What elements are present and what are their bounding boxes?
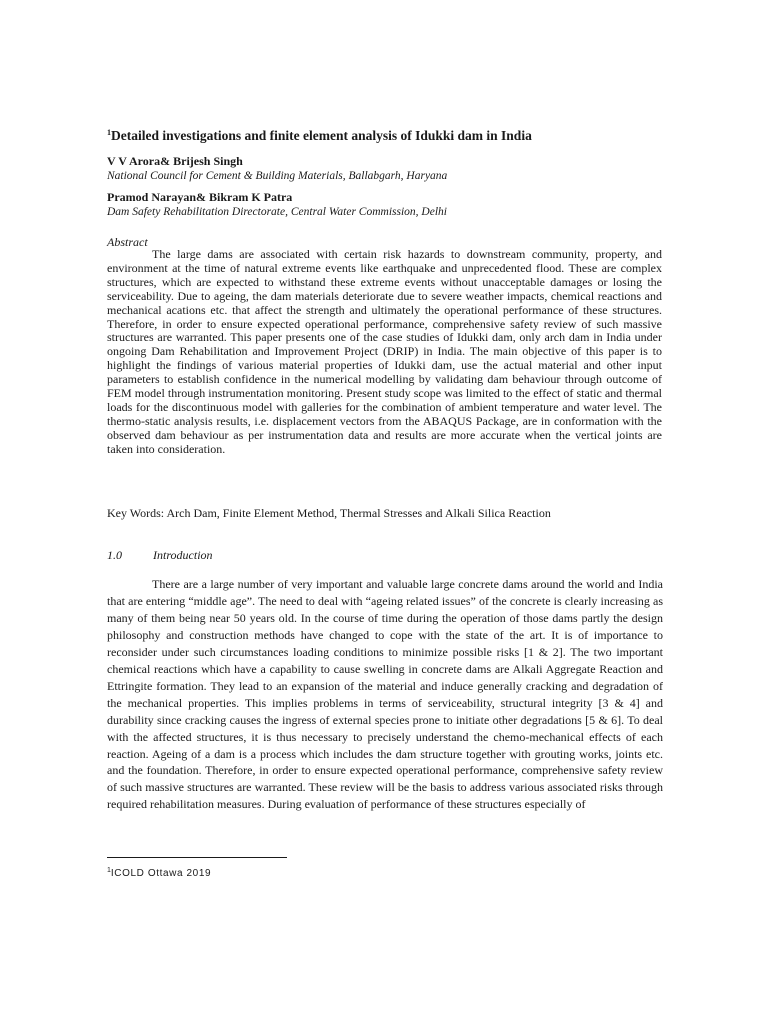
author-names-1: V V Arora& Brijesh Singh — [107, 154, 243, 168]
footnote-mark: 1 — [107, 867, 111, 874]
affiliation-2: Dam Safety Rehabilitation Directorate, Central Water Commission, Delhi — [107, 206, 447, 218]
paper-title — [107, 124, 667, 145]
section-number: 1.0 — [107, 548, 122, 562]
footnote-text: ICOLD Ottawa 2019 — [110, 868, 212, 879]
footnote-divider — [107, 857, 287, 858]
author-names-2: Pramod Narayan& Bikram K Patra — [107, 190, 293, 204]
abstract-body: The large dams are associated with certain risk hazards to downstream community, property, and environment at the time of natural extreme events like earthquake and unprecedented flood. These are complex structures, which are expected to withstand these extreme events without unacceptable damages or losing the serviceability. Due to ageing, the dam materials deteriorate due to severe weather impacts, chemical reactions and mechanical acations etc. that affect the strength and ultimately the operational performance of these structures. Therefore, in order to ensure expected operational performance, comprehensive safety review of such massive structures are warranted. This paper presents one of the case studies of Idukki dam, only arch dam in India under ongoing Dam Rehabilitation and Improvement Project (DRIP) in India. The main objective of this paper is to highlight the findings of various material properties of Idukki dam, use the actual material and other input parameters to establish confidence in the numerical modelling by validating dam behaviour through outcome of FEM model through instrumentation monitoring. Present study scope was limited to the effect of static and thermal loads for the discontinuous model with galleries for the combination of ambient temperature and water level. The thermo-static analysis results, i.e. displacement vectors from the ABAQUS Package, are in conformation with the observed dam behaviour as per instrumentation data and results are more accurate when the vertical joints are taken into consideration. — [107, 247, 662, 456]
title-footnote-mark: 1 — [107, 128, 111, 137]
affiliation-1: National Council for Cement & Building Materials, Ballabgarh, Haryana — [107, 170, 448, 182]
section-heading — [107, 548, 667, 563]
section-title: Introduction — [153, 548, 213, 562]
abstract-heading: Abstract — [107, 235, 148, 249]
footnote — [107, 864, 211, 881]
introduction-body: There are a large number of very important and valuable large concrete dams around the world and India that are entering “middle age”. The need to deal with “ageing related issues” of the concrete is clearly increasing as many of them being near 50 years old. In the course of time during the operation of those dams partly the design philosophy and construction methods have changed to cope with the state of the art. It is of importance to reconsider under such circumstances loading conditions to minimize possible risks [1 & 2]. The two important chemical reactions which have a capability to cause swelling in concrete dams are Alkali Aggregate Reaction and Ettringite formation. They lead to an expansion of the material and induce generally cracking and degradation of the mechanical properties. This implies problems in terms of serviceability, structural integrity [3 & 4] and durability since cracking causes the ingress of external species prone to initiate other degradations [5 & 6]. To deal with the affected structures, it is thus necessary to precisely understand the chemo-mechanical effects of each reaction. Ageing of a dam is a process which includes the dam structure together with grouting works, joints etc. and the foundation. Therefore, in order to ensure expected operational performance, comprehensive safety review of such massive structures are warranted. These review will be the basis to address various associated risks through required rehabilitation measures. During evaluation of performance of these structures especially of — [107, 577, 663, 812]
keywords: Key Words: Arch Dam, Finite Element Method, Thermal Stresses and Alkali Silica Reaction — [107, 506, 551, 520]
title-text: Detailed investigations and finite element analysis of Idukki dam in India — [111, 128, 532, 143]
